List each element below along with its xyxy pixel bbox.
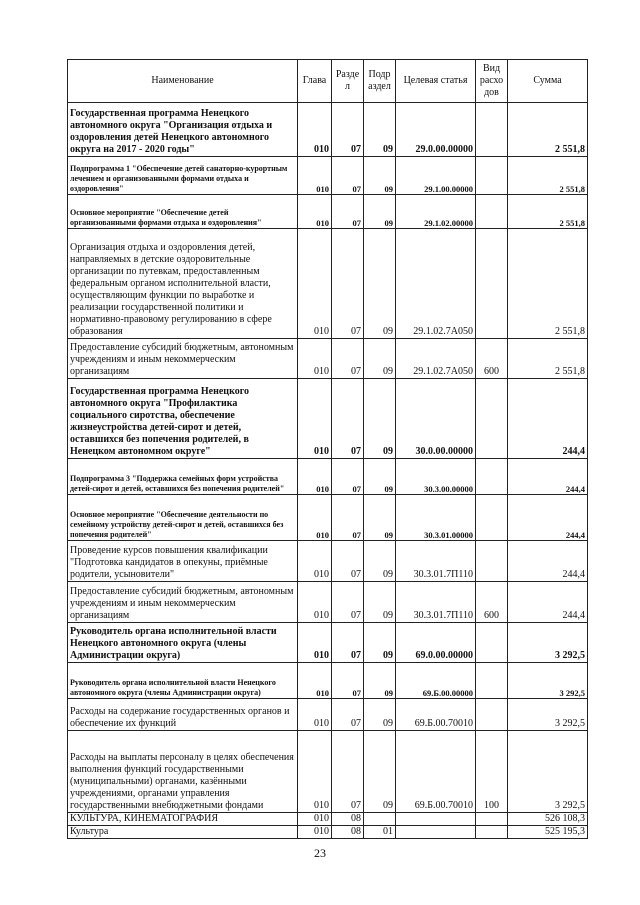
row-vid [476, 157, 508, 195]
row-sum: 3 292,5 [508, 623, 588, 663]
row-name: Культура [68, 826, 298, 839]
row-sum: 244,4 [508, 459, 588, 495]
header-vid: Вид расхо дов [476, 60, 508, 103]
row-name: Основное мероприятие "Обеспечение деятельности по семейному устройству детей-сирот и детей, оставшихся без попечения родителей" [68, 495, 298, 541]
row-name: Расходы на содержание государственных органов и обеспечение их функций [68, 699, 298, 731]
header-sum: Сумма [508, 60, 588, 103]
row-vid [476, 813, 508, 826]
row-glava: 010 [298, 495, 332, 541]
header-target: Целевая статья [396, 60, 476, 103]
header-podrazdel: Подр аздел [364, 60, 396, 103]
row-podrazdel: 09 [364, 623, 396, 663]
row-podrazdel: 09 [364, 339, 396, 379]
table-row [68, 339, 588, 379]
row-target: 30.3.01.7П110 [396, 541, 476, 582]
row-name: Предоставление субсидий бюджетным, автономным учреждениям и иным некоммерческим организациям [68, 582, 298, 623]
table-row [68, 663, 588, 699]
row-sum: 244,4 [508, 582, 588, 623]
table-row [68, 813, 588, 826]
row-razdel: 07 [332, 229, 364, 339]
row-glava: 010 [298, 379, 332, 459]
row-glava: 010 [298, 103, 332, 157]
row-sum: 3 292,5 [508, 699, 588, 731]
row-razdel: 07 [332, 582, 364, 623]
row-vid [476, 495, 508, 541]
row-name: Подпрограмма 1 "Обеспечение детей санаторно-курортным лечением и организованными формами отдыха и оздоровления" [68, 157, 298, 195]
row-glava: 010 [298, 157, 332, 195]
row-vid [476, 541, 508, 582]
row-glava: 010 [298, 459, 332, 495]
row-name: КУЛЬТУРА, КИНЕМАТОГРАФИЯ [68, 813, 298, 826]
table-row [68, 195, 588, 229]
row-target: 29.1.02.00000 [396, 195, 476, 229]
row-target: 30.3.00.00000 [396, 459, 476, 495]
row-glava: 010 [298, 195, 332, 229]
row-name: Государственная программа Ненецкого автономного округа "Организация отдыха и оздоровления детей Ненецкого автономного округа на 2017 - 2020 годы" [68, 103, 298, 157]
row-razdel: 07 [332, 731, 364, 813]
row-name: Предоставление субсидий бюджетным, автономным учреждениям и иным некоммерческим организациям [68, 339, 298, 379]
row-sum: 2 551,8 [508, 195, 588, 229]
row-name: Руководитель органа исполнительной власти Ненецкого автономного округа (члены Администрации округа) [68, 623, 298, 663]
row-podrazdel: 09 [364, 103, 396, 157]
row-target [396, 826, 476, 839]
row-razdel: 07 [332, 495, 364, 541]
header-glava: Глава [298, 60, 332, 103]
row-vid [476, 699, 508, 731]
row-podrazdel: 09 [364, 731, 396, 813]
row-razdel: 07 [332, 157, 364, 195]
row-razdel: 07 [332, 339, 364, 379]
table-header-row [68, 60, 588, 103]
row-sum: 2 551,8 [508, 103, 588, 157]
row-vid: 600 [476, 339, 508, 379]
table-row [68, 157, 588, 195]
row-sum: 2 551,8 [508, 229, 588, 339]
row-glava: 010 [298, 826, 332, 839]
row-podrazdel: 09 [364, 229, 396, 339]
row-podrazdel: 09 [364, 459, 396, 495]
row-glava: 010 [298, 663, 332, 699]
row-podrazdel: 09 [364, 195, 396, 229]
row-razdel: 08 [332, 826, 364, 839]
row-target: 69.Б.00.70010 [396, 699, 476, 731]
row-razdel: 07 [332, 541, 364, 582]
row-target: 29.0.00.00000 [396, 103, 476, 157]
row-glava: 010 [298, 623, 332, 663]
row-vid: 600 [476, 582, 508, 623]
row-podrazdel: 09 [364, 663, 396, 699]
row-glava: 010 [298, 229, 332, 339]
row-target: 29.1.02.7А050 [396, 229, 476, 339]
row-target: 30.3.01.00000 [396, 495, 476, 541]
row-vid [476, 379, 508, 459]
table-row [68, 731, 588, 813]
table-row [68, 495, 588, 541]
row-razdel: 08 [332, 813, 364, 826]
table-row [68, 623, 588, 663]
table-row [68, 826, 588, 839]
row-vid [476, 826, 508, 839]
row-glava: 010 [298, 339, 332, 379]
row-razdel: 07 [332, 103, 364, 157]
row-vid [476, 459, 508, 495]
row-sum: 526 108,3 [508, 813, 588, 826]
row-vid [476, 103, 508, 157]
table-row [68, 379, 588, 459]
row-podrazdel: 01 [364, 826, 396, 839]
row-glava: 010 [298, 541, 332, 582]
row-sum: 2 551,8 [508, 157, 588, 195]
table-row [68, 229, 588, 339]
row-glava: 010 [298, 699, 332, 731]
row-target: 29.1.00.00000 [396, 157, 476, 195]
row-razdel: 07 [332, 623, 364, 663]
row-target: 30.3.01.7П110 [396, 582, 476, 623]
table-row [68, 103, 588, 157]
row-podrazdel: 09 [364, 157, 396, 195]
row-sum: 244,4 [508, 541, 588, 582]
row-vid [476, 623, 508, 663]
table-row [68, 699, 588, 731]
row-podrazdel: 09 [364, 582, 396, 623]
row-razdel: 07 [332, 379, 364, 459]
row-razdel: 07 [332, 699, 364, 731]
row-sum: 244,4 [508, 495, 588, 541]
row-glava: 010 [298, 731, 332, 813]
row-podrazdel: 09 [364, 495, 396, 541]
row-podrazdel [364, 813, 396, 826]
row-vid [476, 663, 508, 699]
page-number: 23 [314, 846, 326, 860]
table-row [68, 541, 588, 582]
row-sum: 3 292,5 [508, 663, 588, 699]
row-name: Государственная программа Ненецкого автономного округа "Профилактика социального сиротства, обеспечение жизнеустройства детей-сирот и детей, оставшихся без попечения родителей, в Ненецком автономном округе" [68, 379, 298, 459]
row-target [396, 813, 476, 826]
row-target: 69.Б.00.70010 [396, 731, 476, 813]
header-name: Наименование [68, 60, 298, 103]
row-sum: 244,4 [508, 379, 588, 459]
budget-table [67, 59, 588, 839]
row-name: Расходы на выплаты персоналу в целях обеспечения выполнения функций государственными (муниципальными) органами, казёнными учреждениями, органами управления государственными внебюджетными фондами [68, 731, 298, 813]
header-razdel: Разде л [332, 60, 364, 103]
row-target: 29.1.02.7А050 [396, 339, 476, 379]
row-sum: 3 292,5 [508, 731, 588, 813]
row-razdel: 07 [332, 663, 364, 699]
row-podrazdel: 09 [364, 541, 396, 582]
table-row [68, 582, 588, 623]
row-podrazdel: 09 [364, 379, 396, 459]
row-name: Руководитель органа исполнительной власти Ненецкого автономного округа (члены Администрации округа) [68, 663, 298, 699]
row-name: Основное мероприятие "Обеспечение детей организованными формами отдыха и оздоровления" [68, 195, 298, 229]
row-name: Проведение курсов повышения квалификации "Подготовка кандидатов в опекуны, приёмные родители, усыновители" [68, 541, 298, 582]
table-row [68, 459, 588, 495]
row-name: Подпрограмма 3 "Поддержка семейных форм устройства детей-сирот и детей, оставшихся без попечения родителей" [68, 459, 298, 495]
row-name: Организация отдыха и оздоровления детей, направляемых в детские оздоровительные организации по путевкам, предоставленным федеральным органом исполнительной власти, осуществляющим функции по выработке и реализации государственной политики и нормативно-правовому регулированию в сфере образования [68, 229, 298, 339]
row-podrazdel: 09 [364, 699, 396, 731]
row-vid [476, 229, 508, 339]
row-razdel: 07 [332, 459, 364, 495]
row-glava: 010 [298, 813, 332, 826]
row-vid: 100 [476, 731, 508, 813]
row-target: 30.0.00.00000 [396, 379, 476, 459]
row-target: 69.0.00.00000 [396, 623, 476, 663]
row-razdel: 07 [332, 195, 364, 229]
row-sum: 2 551,8 [508, 339, 588, 379]
row-glava: 010 [298, 582, 332, 623]
row-target: 69.Б.00.00000 [396, 663, 476, 699]
row-vid [476, 195, 508, 229]
row-sum: 525 195,3 [508, 826, 588, 839]
